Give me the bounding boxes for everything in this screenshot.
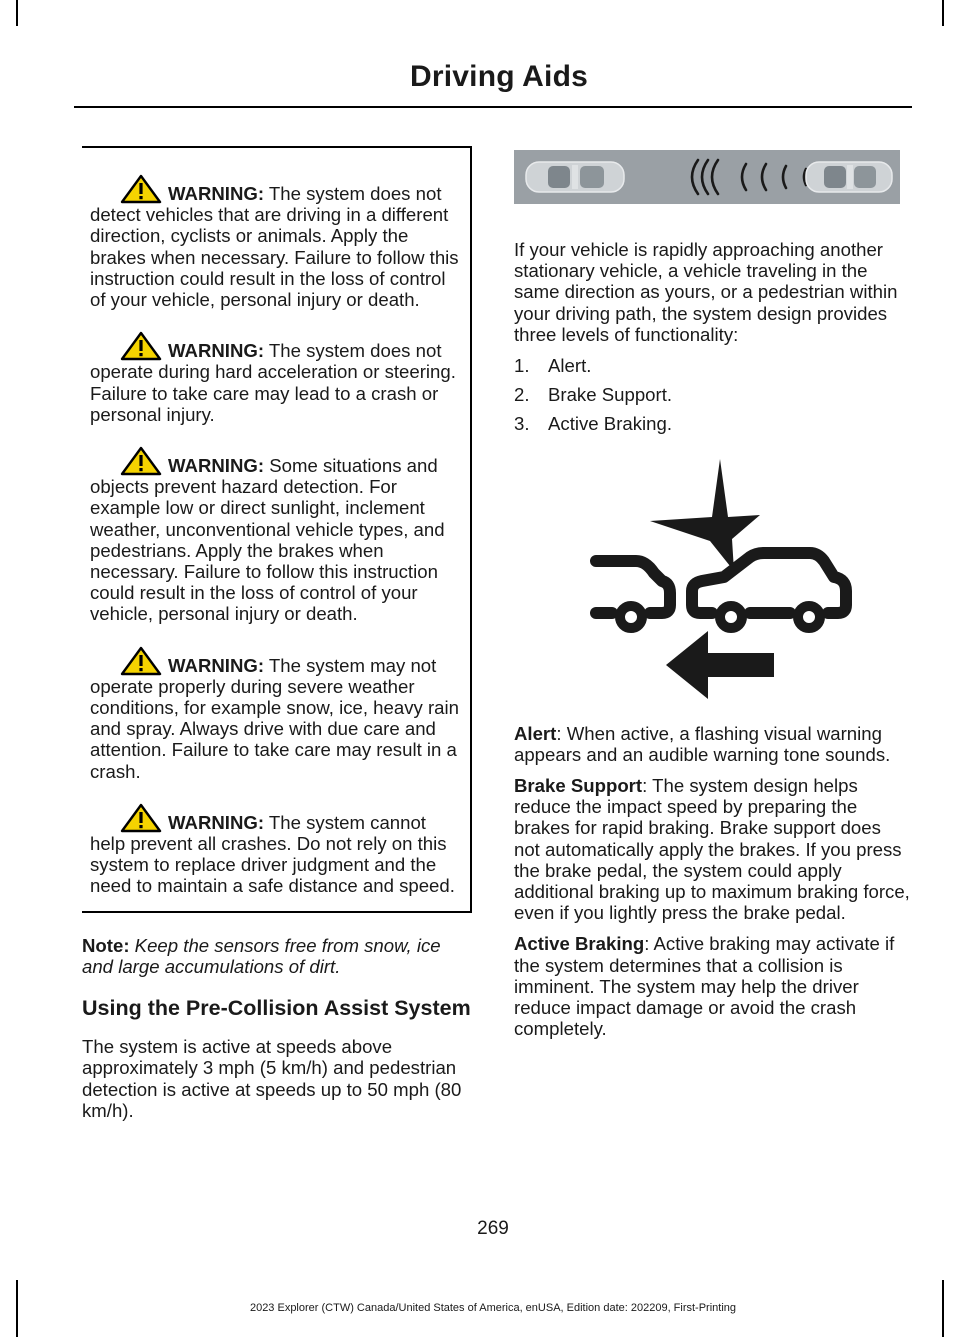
warning-label: WARNING: xyxy=(168,340,265,362)
warning-label: WARNING: xyxy=(168,183,265,204)
definition-brake-support xyxy=(514,775,910,923)
header-divider xyxy=(74,106,912,108)
page-number: 269 xyxy=(477,1218,509,1239)
footer-edition-info: 2023 Explorer (CTW) Canada/United States of America, enUSA, Edition date: 202209, First-Printing xyxy=(249,1302,737,1314)
warning-text: Some situations and objects prevent hazard detection. For example low or direct sunlight, inclement weather, unconventional vehicle types, and pedestrians. Apply the brakes when necessary. Failure to follow this instruction could result in the loss of control of your vehicle, personal injury or death. xyxy=(90,455,445,625)
warnings-box-top-border xyxy=(82,146,472,148)
list-label: Brake Support. xyxy=(548,384,673,406)
definition-text: : The system design helps reduce the impact speed by preparing the brakes for rapid braking. Brake support does not automatically apply the brakes. If you press the brake pedal, the system could apply additional braking up to maximum braking force, even if you lightly press the brake pedal. xyxy=(514,775,910,924)
definition-term: Alert xyxy=(514,722,557,744)
note-text: Keep the sensors free from snow, ice and large accumulations of dirt. xyxy=(82,934,441,977)
list-label: Alert. xyxy=(548,355,592,377)
warning-label: WARNING: xyxy=(168,455,265,477)
warning-triangle-icon xyxy=(120,174,162,204)
warning-item xyxy=(90,446,462,625)
collision-star-icon xyxy=(650,459,760,571)
arrow-left-icon xyxy=(666,631,774,699)
warning-label: WARNING: xyxy=(168,654,265,676)
definition-term: Active Braking xyxy=(514,933,645,955)
warning-text: The system cannot help prevent all crashes. Do not rely on this system to replace driver judgment and the need to maintain a safe distance and speed. xyxy=(90,811,455,897)
list-number: 3. xyxy=(514,413,530,435)
definition-text: : When active, a flashing visual warning appears and an audible warning tone sounds. xyxy=(514,722,891,765)
warning-item xyxy=(90,803,462,897)
list-number: 2. xyxy=(514,384,530,406)
warning-triangle-icon xyxy=(120,331,162,361)
section-body: The system is active at speeds above approximately 3 mph (5 km/h) and pedestrian detection is active at speeds up to 50 mph (80 km/h). xyxy=(82,1036,462,1121)
car-right-icon xyxy=(806,162,892,192)
warnings-box xyxy=(82,146,472,913)
definition-alert xyxy=(514,723,910,765)
note-label: Note: xyxy=(82,934,130,956)
collision-warning-illustration xyxy=(584,457,854,707)
page-title: Driving Aids xyxy=(410,60,588,93)
warning-text: The system may not operate properly during severe weather conditions, for example snow, ice, heavy rain and spray. Always drive with due care and attention. Failure to take care may result in a crash. xyxy=(90,654,459,782)
crop-mark-top-right xyxy=(942,0,944,26)
front-car-icon xyxy=(596,561,670,628)
list-item xyxy=(514,413,910,434)
crop-mark-top-left xyxy=(16,0,18,26)
car-left-icon xyxy=(526,162,624,192)
list-number: 1. xyxy=(514,355,530,377)
levels-list xyxy=(514,355,910,435)
section-heading: Using the Pre-Collision Assist System xyxy=(82,996,471,1021)
vehicle-sensing-illustration xyxy=(514,150,900,204)
definitions xyxy=(514,723,910,1040)
warning-text: The system does not detect vehicles that are driving in a different direction, cyclists or animals. Apply the brakes when necessary. Failure to follow this instruction could result in the loss of control of your vehicle, personal injury or death. xyxy=(90,183,459,311)
warning-triangle-icon xyxy=(120,446,162,476)
warning-item xyxy=(90,331,462,425)
warning-item xyxy=(90,174,462,310)
warning-triangle-icon xyxy=(120,646,162,676)
levels-intro: If your vehicle is rapidly approaching another stationary vehicle, a vehicle traveling in the same direction as yours, or a pedestrian within your driving path, the system design provides three levels of functionality: xyxy=(514,239,898,345)
definition-active-braking xyxy=(514,933,910,1039)
list-label: Active Braking. xyxy=(548,413,673,435)
left-column xyxy=(82,146,472,1121)
warning-triangle-icon xyxy=(120,803,162,833)
right-column xyxy=(514,150,910,1049)
definition-text: : Active braking may activate if the system determines that a collision is imminent. The system may help the driver reduce impact damage or avoid the crash completely. xyxy=(514,933,895,1040)
note xyxy=(82,935,472,977)
rear-car-icon xyxy=(692,553,846,628)
warning-label: WARNING: xyxy=(168,811,265,833)
warning-item xyxy=(90,646,462,782)
list-item xyxy=(514,384,910,405)
warning-text: The system does not operate during hard acceleration or steering. Failure to take care may lead to a crash or personal injury. xyxy=(90,340,456,425)
list-item xyxy=(514,355,910,376)
definition-term: Brake Support xyxy=(514,775,643,797)
